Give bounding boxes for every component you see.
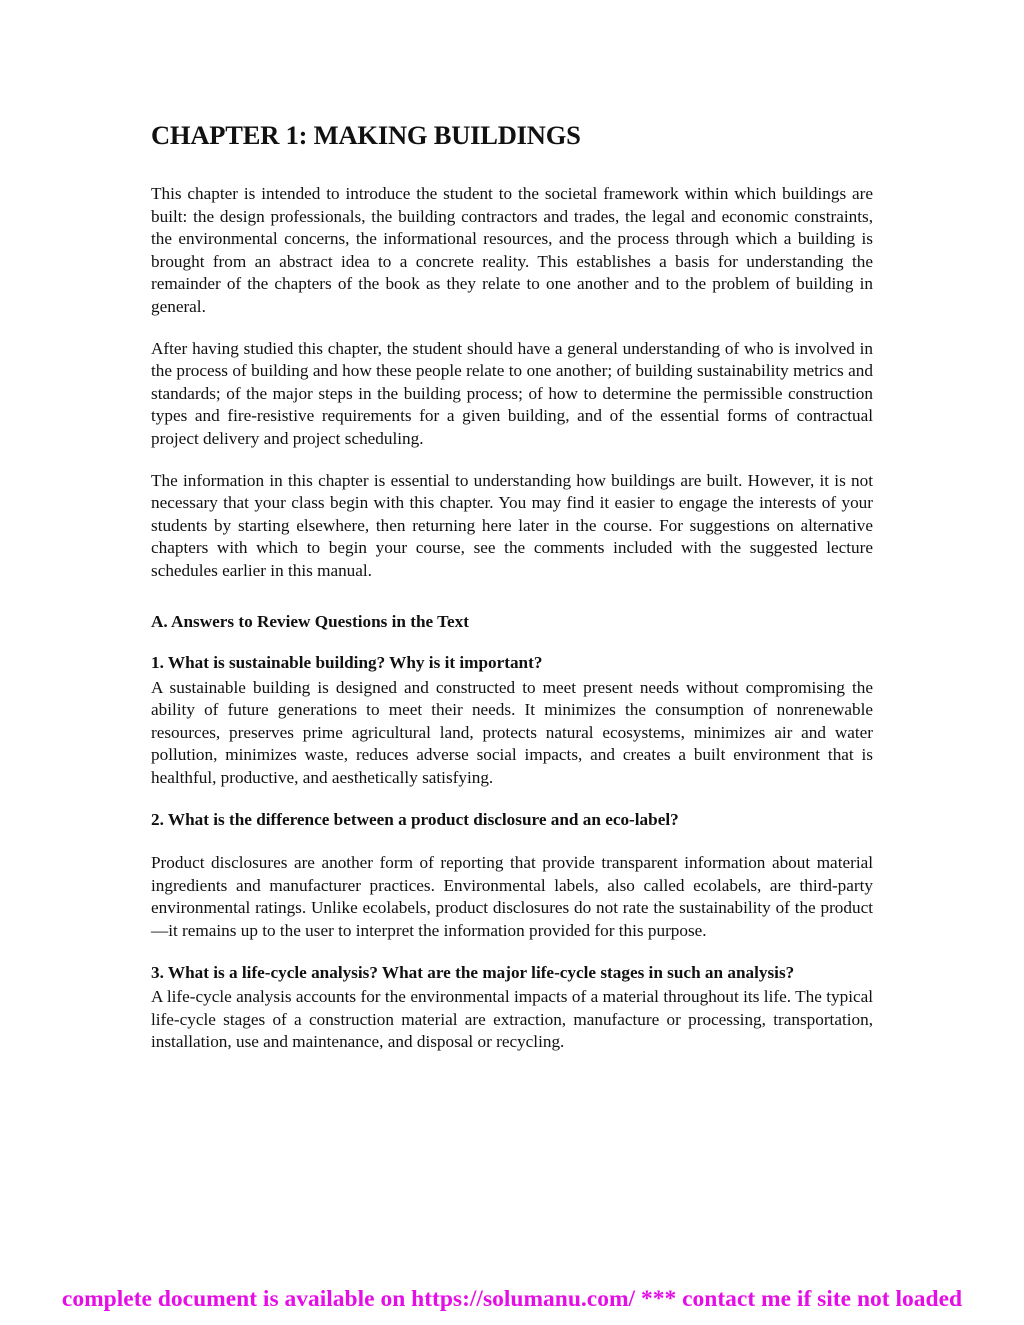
intro-paragraph-3: The information in this chapter is essential to understanding how buildings are built. However, it is not necessary that your class begin with this chapter. You may find it easier to engage the interests of your students by starting elsewhere, then returning here later in the course. For suggestions on alternative chapters with which to begin your course, see the comments included with the suggested lecture schedules earlier in this manual.: [151, 470, 873, 580]
intro-paragraph-1: This chapter is intended to introduce the student to the societal framework within which buildings are built: the design professionals, the building contractors and trades, the legal and economic constraints, the environmental concerns, the informational resources, and the process through which a building is brought from an abstract idea to a concrete reality. This establishes a basis for understanding the remainder of the chapters of the book as they relate to one another and to the problem of building in general.: [151, 184, 873, 316]
section-heading: A. Answers to Review Questions in the Text: [151, 611, 469, 631]
question-3-answer: A life-cycle analysis accounts for the environmental impacts of a material throughout its life. The typical life-cycle stages of a construction material are extraction, manufacture or processing, transportation, installation, use and maintenance, and disposal or recycling.: [151, 987, 873, 1052]
question-1-answer: A sustainable building is designed and constructed to meet present needs without compromising the ability of future generations to meet their needs. It minimizes the consumption of nonrenewable resources, preserves prime agricultural land, protects natural ecosystems, minimizes air and water pollution, minimizes waste, reduces adverse social impacts, and creates a built environment that is healthful, productive, and aesthetically satisfying.: [151, 677, 873, 788]
question-2-heading: 2. What is the difference between a product disclosure and an eco-label?: [151, 809, 679, 829]
question-2-answer: Product disclosures are another form of reporting that provide transparent information about material ingredients and manufacturer practices. Environmental labels, also called ecolabels, are third-party environmental ratings. Unlike ecolabels, product disclosures do not rate the sustainability of the product—it remains up to the user to interpret the information provided for this purpose.: [151, 853, 873, 941]
question-1-heading: 1. What is sustainable building? Why is it important?: [151, 653, 543, 673]
footer-banner: complete document is available on https://solumanu.com/ *** contact me if site not loaded: [61, 1286, 963, 1312]
intro-paragraph-2: After having studied this chapter, the student should have a general understanding of who is involved in the process of building and how these people relate to one another; of building sustainability metrics and standards; of the major steps in the building process; of how to determine the permissible construction types and fire-resistive requirements for a given building, and of the essential forms of contractual project delivery and project scheduling.: [151, 338, 873, 448]
document-page: [151, 118, 873, 1054]
question-3-heading: 3. What is a life-cycle analysis? What are the major life-cycle stages in such an analysis?: [151, 962, 795, 982]
chapter-title: CHAPTER 1: MAKING BUILDINGS: [151, 120, 581, 150]
